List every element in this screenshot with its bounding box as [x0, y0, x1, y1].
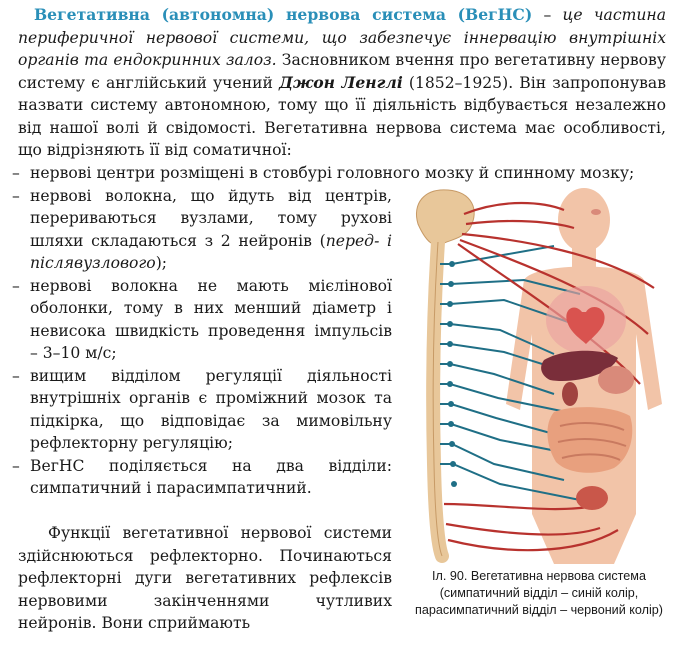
intro-paragraph — [18, 4, 666, 162]
feature-text: ВегНС поділяється на два відділи: симпатичний і парасимпатичний. — [30, 456, 392, 497]
feature-text: нервові волокна не мають мієлінової оболонки, тому в них менший діаметр і невисока швидкість проведення імпульсів – 3–10 м/с; — [30, 276, 392, 362]
bladder-shape — [576, 486, 608, 510]
feature-item — [0, 162, 666, 185]
feature-text: вищим відділом регуляції діяльності внутрішніх органів є проміжний мозок та підкірка, що відповідає за мимовільну рефлекторну регуляцію; — [30, 366, 392, 452]
feature-text: нервові центри розміщені в стовбурі головного мозку й спинному мозку; — [30, 164, 635, 182]
stomach-shape — [598, 366, 634, 394]
term-vegns: Вегетативна (автономна) нервова система (ВегНС) — [34, 5, 533, 24]
spinal-cord — [433, 242, 442, 556]
definition-text: це частина периферичної нервової системи, що забезпечує іннервацію внутрішніх органів та ендокринних залоз. — [18, 6, 666, 69]
intro-text-1: Засновником вчення про вегетативну нервову систему є англійський учений — [18, 51, 666, 92]
feature-tail: ); — [155, 254, 168, 272]
intro-text-2: (1852–1925). Він запропонував назвати систему автономною, тому що її діяльність відбувається незалежно від нашої волі й свідомості. Вегетативна нервова система має особливості, що відрізняють її від соматичної: — [18, 73, 666, 159]
feature-item — [0, 275, 392, 365]
autonomic-nervous-system-illustration — [404, 184, 674, 564]
feature-text: нервові волокна, що йдуть від центрів, перериваються вузлами, тому рухові шляхи складаються з 2 нейронів ( — [30, 186, 392, 250]
functions-paragraph: Функції вегетативної нервової системи здійснюються рефлекторно. Починаються рефлекторні дуги вегетативних рефлексів нервовими закінченнями чутливих нейронів. Вони сприймають — [18, 524, 392, 632]
feature-item — [0, 455, 392, 500]
kidney-shape — [562, 382, 578, 406]
figure-caption: Іл. 90. Вегетативна нервова система (симпатичний відділ – синій колір, парасимпатичний відділ – червоний колір) — [415, 569, 663, 617]
scientist-name: Джон Ленглі — [278, 72, 403, 92]
sympathetic-ganglia — [447, 261, 457, 487]
feature-item — [0, 185, 392, 275]
brain-shape — [416, 190, 474, 245]
intro-dash: – — [532, 6, 563, 24]
eye-shape — [591, 209, 601, 215]
feature-item — [0, 365, 392, 455]
feature-italic: перед- і післявузлового — [30, 231, 392, 272]
